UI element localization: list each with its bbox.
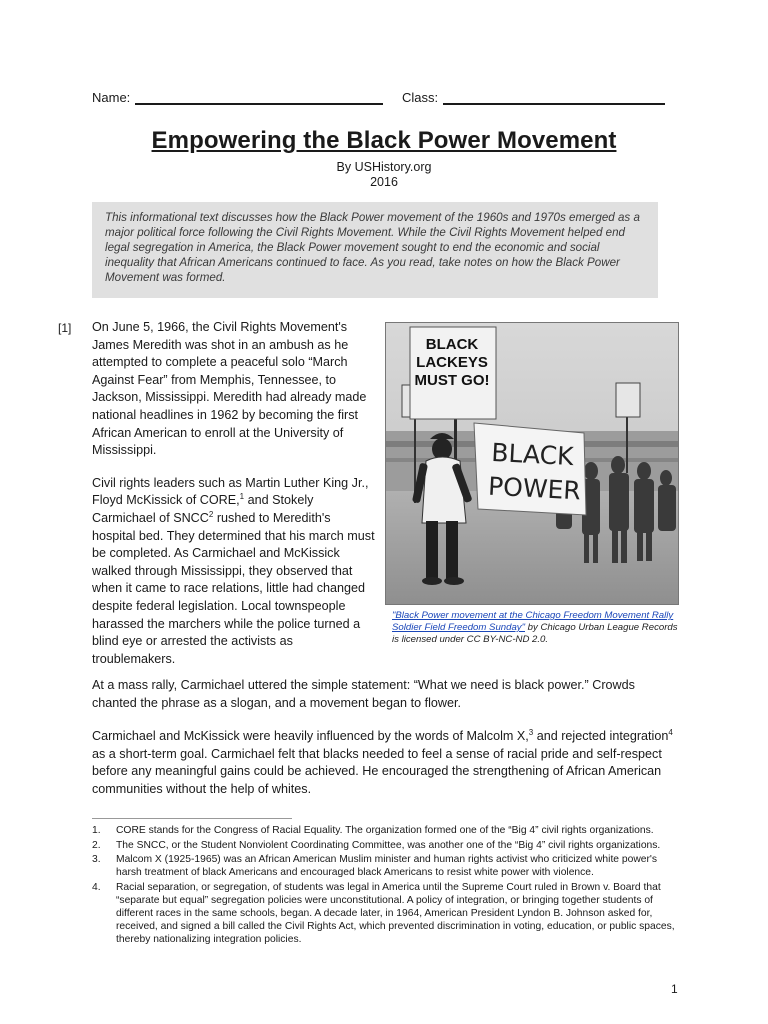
name-field <box>92 90 383 105</box>
intro-box: This informational text discusses how the Black Power movement of the 1960s and 1970s emerged as a major political force following the Civil Rights Movement. While the Civil Rights Movement helped end legal segregation in America, the Black Power movement sought to end the economic and social inequality that African Americans continued to face. As you read, take notes on how the Black Power Movement was formed. <box>92 202 658 298</box>
footnote-divider <box>92 818 292 819</box>
name-label: Name: <box>92 90 131 105</box>
footnote-item: 4. Racial separation, or segregation, of students was legal in America until the Supreme Court ruled in Brown v. Board that “separate but equal” segregation policies were unconstitutional. A policy of integration, or bringing together students of different races in the same schools, began. A decade later, in 1964, American President Lyndon B. Johnson asked for, received, and signed a bill called the Civil Rights Act, which prevented discrimination in voting, education, or public spaces, thereby nationalizing integration policies. <box>92 881 675 946</box>
footnotes-list <box>92 824 682 948</box>
paragraph-2: Civil rights leaders such as Martin Luther King Jr., Floyd McKissick of CORE,$^1$ and Stokely Carmichael of SNCC$^2$ rushed to Meredith's hospital bed. They determined that his march must be completed. As Carmichael and McKissick walked through Mississippi, they observed that when it came to race relations, little had changed despite federal legislation. Local townspeople harassed the marchers while the police turned a blind eye or arrested the activists as troublemakers. <box>92 475 375 666</box>
footnote-ref-1: 1 <box>239 492 245 502</box>
class-label: Class: <box>402 90 439 105</box>
footnote-ref-4: 4 <box>668 728 673 738</box>
caption-credit: by Chicago Urban League Records is licensed under CC BY-NC-ND 2.0. <box>392 622 678 646</box>
body-column <box>92 319 377 683</box>
footnote-item: 2. The SNCC, or the Student Nonviolent Coordinating Committee, was another one of the “Big 4” civil rights organizations. <box>92 839 661 851</box>
byline-author: By USHistory.org <box>336 160 432 174</box>
document-title: Empowering the Black Power Movement <box>151 127 617 154</box>
footnote-item: 1. CORE stands for the Congress of Racial Equality. The organization formed one of the “Big 4” civil rights organizations. <box>92 825 654 836</box>
sign-1-line-3: MUST GO! <box>414 372 490 389</box>
caption-link[interactable]: "Black Power movement at the Chicago Freedom Movement Rally Soldier Field Freedom Sunday" <box>392 610 674 634</box>
paragraph-1: On June 5, 1966, the Civil Rights Movement's James Meredith was shot in an ambush as he attempted to complete a peaceful solo “March Against Fear” from Memphis, Tennessee, to Jackson, Mississippi. Meredith had already made national headlines in 1962 by becoming the first African American to enroll at the University of Mississippi. <box>92 320 367 458</box>
sign-1-line-2: LACKEYS <box>416 354 488 371</box>
footnote-ref-3: 3 <box>528 728 534 738</box>
footnote-item: 3. Malcom X (1925-1965) was an African American Muslim minister and human rights activist who criticized white power's harsh treatment of black Americans and encouraged black Americans to resist white power with violence. <box>92 854 658 879</box>
name-blank-line <box>135 91 383 105</box>
photo-caption <box>392 610 682 647</box>
byline <box>0 160 768 190</box>
paragraph-3: At a mass rally, Carmichael uttered the simple statement: “What we need is black power.” Crowds chanted the phrase as a slogan, and a movement began to flower. <box>92 678 635 710</box>
class-field <box>402 90 665 105</box>
protest-photo <box>385 322 679 605</box>
byline-year: 2016 <box>370 175 398 189</box>
sign-2-line-1: BLACK <box>490 437 575 472</box>
class-blank-line <box>443 91 665 105</box>
paragraph-number: [1] <box>58 321 72 335</box>
sign-1-line-1: BLACK <box>425 336 479 353</box>
footnote-ref-2: 2 <box>208 509 214 519</box>
sign-2-line-2: POWER <box>487 471 582 506</box>
paragraph-4: Carmichael and McKissick were heavily influenced by the words of Malcolm X,$^3$ and rejected integration$^4$ as a short-term goal. Carmichael felt that blacks needed to feel a sense of racial pride and self-respect before any meaningful gains could be achieved. He encouraged the strengthening of African American communities without the help of whites. <box>92 728 673 796</box>
body-full-width <box>92 677 682 815</box>
page-number: 1 <box>671 982 678 996</box>
